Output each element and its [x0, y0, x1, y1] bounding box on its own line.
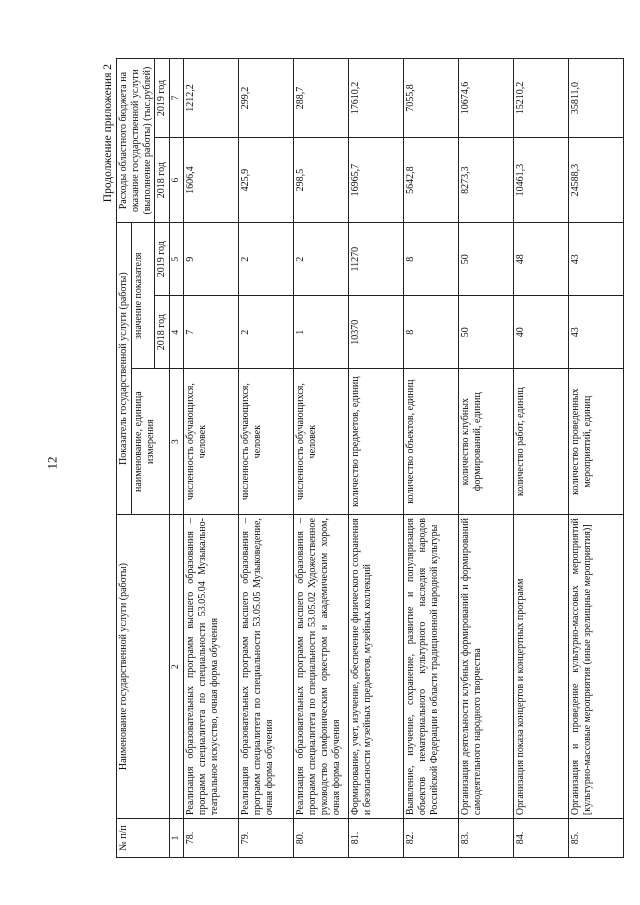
header-year-2019: 2019 год — [155, 223, 170, 296]
service-name: Реализация образовательных программ высшего образования – программ специалитета по специальности 53.05.04 Музыкально-театральное искусство, очная форма обучения — [184, 515, 239, 819]
header-unit: наименование, единица измерения — [131, 369, 169, 515]
row-number: 85. — [569, 819, 624, 858]
expense-2018: 5642,8 — [404, 138, 459, 223]
service-name: Организация и проведение культурно-массовых мероприятий [культурно-массовые мероприятия (иные зрелищные мероприятия)] — [569, 515, 624, 819]
value-2019: 43 — [569, 223, 624, 296]
row-number: 84. — [514, 819, 569, 858]
indicator-unit: количество работ, единиц — [514, 369, 569, 515]
expense-2019: 1212,2 — [184, 59, 239, 138]
indicator-unit: количество предметов, единиц — [349, 369, 404, 515]
table-row — [459, 59, 514, 858]
service-name: Организация деятельности клубных формирований и формирований самодеятельного народного творчества — [459, 515, 514, 819]
col-index: 5 — [170, 223, 184, 296]
indicator-unit: численность обучающихся, человек — [294, 369, 349, 515]
service-name: Реализация образовательных программ высшего образования – программ специалитета по специальности 53.05.02 Художественное руководство симфоническим оркестром и академическим хором, очная форма обучения — [294, 515, 349, 819]
row-number: 82. — [404, 819, 459, 858]
value-2018: 43 — [569, 296, 624, 369]
header-expense: Расходы областного бюджета на оказание государственной услуги (выполнение работы) (тыс.рублей) — [117, 59, 155, 223]
value-2018: 40 — [514, 296, 569, 369]
value-2019: 9 — [184, 223, 239, 296]
indicator-unit: количество клубных формирований, единиц — [459, 369, 514, 515]
value-2018: 8 — [404, 296, 459, 369]
indicator-unit: численность обучающихся, человек — [239, 369, 294, 515]
expense-2019: 7055,8 — [404, 59, 459, 138]
value-2019: 50 — [459, 223, 514, 296]
expense-2018: 24588,3 — [569, 138, 624, 223]
page-number: 12 — [44, 456, 60, 470]
table-row — [184, 59, 239, 858]
table-row — [569, 59, 624, 858]
row-number: 81. — [349, 819, 404, 858]
value-2019: 8 — [404, 223, 459, 296]
expense-2019: 17610,2 — [349, 59, 404, 138]
service-name: Формирование, учет, изучение, обеспечение физического сохранения и безопасности музейных предметов, музейных коллекций — [349, 515, 404, 819]
header-exp-year-2018: 2018 год — [155, 138, 170, 223]
expense-2019: 35811,0 — [569, 59, 624, 138]
col-index: 3 — [170, 369, 184, 515]
row-number: 83. — [459, 819, 514, 858]
expense-2019: 288,7 — [294, 59, 349, 138]
indicator-unit: количество объектов, единиц — [404, 369, 459, 515]
expense-2019: 10674,6 — [459, 59, 514, 138]
indicator-unit: количество проведенных мероприятий, единиц — [569, 369, 624, 515]
table-row — [239, 59, 294, 858]
expense-2018: 298,5 — [294, 138, 349, 223]
table-row — [294, 59, 349, 858]
value-2019: 2 — [239, 223, 294, 296]
header-year-2018: 2018 год — [155, 296, 170, 369]
value-2019: 48 — [514, 223, 569, 296]
value-2019: 2 — [294, 223, 349, 296]
header-exp-year-2019: 2019 год — [155, 59, 170, 138]
services-table — [116, 58, 624, 858]
row-number: 78. — [184, 819, 239, 858]
header-num: № п/п — [117, 819, 170, 858]
expense-2019: 299,2 — [239, 59, 294, 138]
expense-2018: 10461,3 — [514, 138, 569, 223]
service-name: Реализация образовательных программ высшего образования – программ специалитета по специальности 53.05.05 Музыковедение, очная форма обучения — [239, 515, 294, 819]
indicator-unit: численность обучающихся, человек — [184, 369, 239, 515]
value-2019: 11270 — [349, 223, 404, 296]
header-value: значение показателя — [131, 223, 155, 369]
continuation-label: Продолжение приложения 2 — [102, 64, 114, 203]
value-2018: 50 — [459, 296, 514, 369]
table-row — [349, 59, 404, 858]
expense-2018: 8273,3 — [459, 138, 514, 223]
col-index: 2 — [170, 515, 184, 819]
col-index: 1 — [170, 819, 184, 858]
col-index: 4 — [170, 296, 184, 369]
col-index: 6 — [170, 138, 184, 223]
expense-2018: 425,9 — [239, 138, 294, 223]
expense-2019: 15210,2 — [514, 59, 569, 138]
expense-2018: 16965,7 — [349, 138, 404, 223]
expense-2018: 1606,4 — [184, 138, 239, 223]
value-2018: 2 — [239, 296, 294, 369]
table-row — [404, 59, 459, 858]
row-number: 79. — [239, 819, 294, 858]
rotated-document — [100, 58, 630, 858]
header-indicator: Показатель государственной услуги (работы) — [117, 223, 132, 515]
row-number: 80. — [294, 819, 349, 858]
col-index: 7 — [170, 59, 184, 138]
service-name: Организация показа концертов и концертных программ — [514, 515, 569, 819]
service-name: Выявление, изучение, сохранение, развитие и популяризация объектов нематериального культурного наследия народов Российской Федерации в области традиционной народной культуры — [404, 515, 459, 819]
value-2018: 7 — [184, 296, 239, 369]
header-service: Наименование государственной услуги (работы) — [117, 515, 170, 819]
table-row — [514, 59, 569, 858]
value-2018: 1 — [294, 296, 349, 369]
column-index-row — [170, 59, 184, 858]
value-2018: 10370 — [349, 296, 404, 369]
